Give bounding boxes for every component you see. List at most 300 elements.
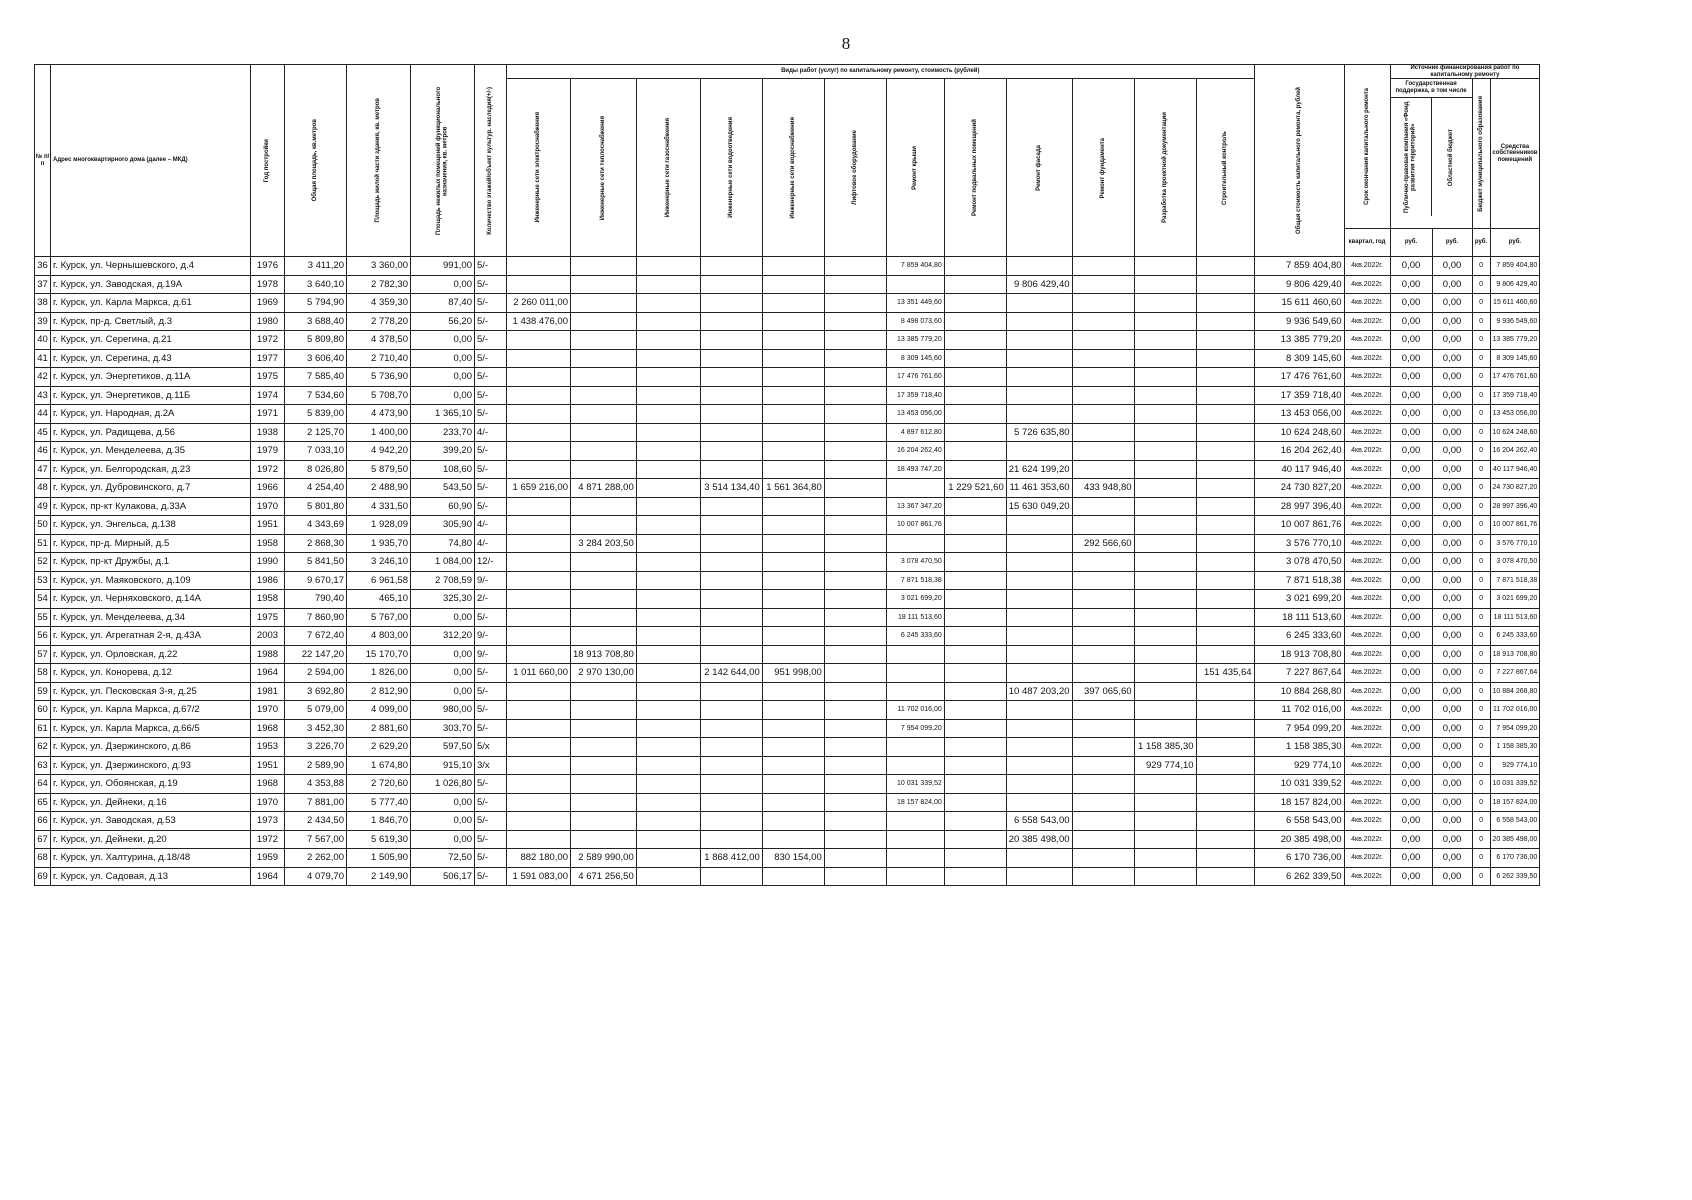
cell-fnd xyxy=(1072,849,1134,868)
table-row xyxy=(35,405,1540,424)
cell-des xyxy=(1134,627,1196,646)
cell-sum: 28 997 396,40 xyxy=(1254,497,1344,516)
cell-gas xyxy=(636,719,700,738)
cell-total: 7 860,90 xyxy=(285,608,347,627)
cell-total: 3 452,30 xyxy=(285,719,347,738)
cell-nonres: 506,17 xyxy=(411,867,475,886)
cell-heat xyxy=(571,497,637,516)
cell-total: 790,40 xyxy=(285,590,347,609)
cell-roof: 4 897 612,80 xyxy=(886,423,944,442)
cell-nonres: 325,30 xyxy=(411,590,475,609)
cell-base xyxy=(944,830,1006,849)
cell-roof: 7 859 404,80 xyxy=(886,257,944,276)
cell-wat xyxy=(762,682,824,701)
cell-sum: 9 806 429,40 xyxy=(1254,275,1344,294)
cell-year: 1972 xyxy=(251,460,285,479)
cell-base xyxy=(944,627,1006,646)
cell-ctl xyxy=(1196,571,1254,590)
cell-fnd xyxy=(1072,423,1134,442)
cell-base xyxy=(944,775,1006,794)
cell-fac: 6 558 543,00 xyxy=(1006,812,1072,831)
cell-sew xyxy=(700,608,762,627)
cell-lift xyxy=(824,571,886,590)
cell-year: 1975 xyxy=(251,368,285,387)
cell-fac: 10 487 203,20 xyxy=(1006,682,1072,701)
cell-mun: 0 xyxy=(1472,553,1490,572)
cell-fund: 0,00 xyxy=(1390,534,1432,553)
cell-term: 4кв.2022г. xyxy=(1344,719,1390,738)
cell-reg: 0,00 xyxy=(1432,608,1472,627)
cell-wat xyxy=(762,275,824,294)
cell-fac: 5 726 635,80 xyxy=(1006,423,1072,442)
cell-addr: г. Курск, ул. Дейнеки, д.20 xyxy=(51,830,251,849)
cell-nonres: 1 084,00 xyxy=(411,553,475,572)
cell-fnd xyxy=(1072,553,1134,572)
cell-fac xyxy=(1006,793,1072,812)
col-fund-label: Публично-правовая компания «Фонд развития территорий» xyxy=(1403,101,1417,214)
cell-fac: 11 461 353,60 xyxy=(1006,479,1072,498)
cell-year: 1958 xyxy=(251,534,285,553)
cell-gas xyxy=(636,460,700,479)
col-nonres-area-label: Площадь нежилых помещений функционального назначения, кв. метров xyxy=(435,86,449,235)
cell-year: 1981 xyxy=(251,682,285,701)
cell-year: 1959 xyxy=(251,849,285,868)
cell-fund: 0,00 xyxy=(1390,349,1432,368)
cell-reg: 0,00 xyxy=(1432,738,1472,757)
col-deadline-label: Срок окончания капитального ремонта xyxy=(1363,88,1370,205)
cell-mun: 0 xyxy=(1472,590,1490,609)
table-row xyxy=(35,516,1540,535)
cell-mun: 0 xyxy=(1472,405,1490,424)
cell-living: 1 400,00 xyxy=(347,423,411,442)
cell-sum: 7 859 404,80 xyxy=(1254,257,1344,276)
cell-ctl: 151 435,64 xyxy=(1196,664,1254,683)
cell-heat xyxy=(571,442,637,461)
cell-total: 7 672,40 xyxy=(285,627,347,646)
cell-fac: 15 630 049,20 xyxy=(1006,497,1072,516)
cell-nonres: 0,00 xyxy=(411,664,475,683)
cell-reg: 0,00 xyxy=(1432,701,1472,720)
cell-year: 1974 xyxy=(251,386,285,405)
cell-wat xyxy=(762,423,824,442)
cell-nonres: 108,60 xyxy=(411,460,475,479)
cell-lift xyxy=(824,349,886,368)
cell-year: 1973 xyxy=(251,812,285,831)
cell-floors: 5/- xyxy=(475,442,507,461)
cell-gas xyxy=(636,738,700,757)
cell-roof: 18 157 824,00 xyxy=(886,793,944,812)
cell-lift xyxy=(824,516,886,535)
col-municipal-label: Бюджет муниципального образования xyxy=(1477,95,1484,212)
cell-addr: г. Курск, ул. Менделеева, д.35 xyxy=(51,442,251,461)
cell-living: 2 149,90 xyxy=(347,867,411,886)
cell-roof: 13 453 056,00 xyxy=(886,405,944,424)
cell-sum: 18 157 824,00 xyxy=(1254,793,1344,812)
cell-fnd xyxy=(1072,775,1134,794)
cell-addr: г. Курск, пр-д. Мирный, д.5 xyxy=(51,534,251,553)
cell-lift xyxy=(824,627,886,646)
cell-lift xyxy=(824,664,886,683)
cell-addr: г. Курск, ул. Чернышевского, д.4 xyxy=(51,257,251,276)
cell-sew xyxy=(700,294,762,313)
cell-term: 4кв.2022г. xyxy=(1344,682,1390,701)
cell-nonres: 0,00 xyxy=(411,275,475,294)
cell-gas xyxy=(636,534,700,553)
cell-own: 40 117 946,40 xyxy=(1490,460,1540,479)
cell-wat xyxy=(762,386,824,405)
cell-term: 4кв.2022г. xyxy=(1344,405,1390,424)
cell-term: 4кв.2022г. xyxy=(1344,849,1390,868)
cell-wat xyxy=(762,442,824,461)
cell-lift xyxy=(824,386,886,405)
cell-reg: 0,00 xyxy=(1432,553,1472,572)
cell-gas xyxy=(636,331,700,350)
cell-own: 3 021 699,20 xyxy=(1490,590,1540,609)
cell-roof: 13 385 779,20 xyxy=(886,331,944,350)
cell-term: 4кв.2022г. xyxy=(1344,608,1390,627)
cell-total: 3 640,10 xyxy=(285,275,347,294)
cell-des xyxy=(1134,423,1196,442)
cell-ctl xyxy=(1196,590,1254,609)
table-body xyxy=(35,257,1540,886)
cell-n: 45 xyxy=(35,423,51,442)
cell-wat xyxy=(762,331,824,350)
cell-addr: г. Курск, ул. Заводская, д.19А xyxy=(51,275,251,294)
cell-addr: г. Курск, ул. Агрегатная 2-я, д.43А xyxy=(51,627,251,646)
cell-fund: 0,00 xyxy=(1390,664,1432,683)
cell-wat xyxy=(762,534,824,553)
col-deadline-unit: квартал, год xyxy=(1344,229,1390,257)
cell-floors: 5/- xyxy=(475,275,507,294)
cell-total: 7 567,00 xyxy=(285,830,347,849)
cell-wat xyxy=(762,497,824,516)
cell-reg: 0,00 xyxy=(1432,294,1472,313)
cell-roof: 7 871 518,38 xyxy=(886,571,944,590)
cell-total: 7 033,10 xyxy=(285,442,347,461)
cell-roof: 13 367 347,20 xyxy=(886,497,944,516)
cell-heat xyxy=(571,793,637,812)
cell-n: 46 xyxy=(35,442,51,461)
cell-lift xyxy=(824,793,886,812)
cell-floors: 12/- xyxy=(475,553,507,572)
cell-living: 2 881,60 xyxy=(347,719,411,738)
col-facade-label: Ремонт фасада xyxy=(1035,144,1042,191)
cell-nonres: 74,80 xyxy=(411,534,475,553)
cell-gas xyxy=(636,627,700,646)
cell-addr: г. Курск, ул. Энергетиков, д.11Б xyxy=(51,386,251,405)
cell-sew: 1 868 412,00 xyxy=(700,849,762,868)
cell-reg: 0,00 xyxy=(1432,719,1472,738)
cell-base xyxy=(944,701,1006,720)
cell-living: 2 710,40 xyxy=(347,349,411,368)
cell-roof: 3 021 699,20 xyxy=(886,590,944,609)
cell-fund: 0,00 xyxy=(1390,867,1432,886)
cell-sew xyxy=(700,738,762,757)
cell-des xyxy=(1134,664,1196,683)
cell-term: 4кв.2022г. xyxy=(1344,294,1390,313)
cell-lift xyxy=(824,830,886,849)
col-basement-label: Ремонт подвальных помещений xyxy=(971,119,978,217)
cell-heat: 4 671 256,50 xyxy=(571,867,637,886)
cell-year: 1972 xyxy=(251,830,285,849)
cell-sew xyxy=(700,775,762,794)
cell-nonres: 0,00 xyxy=(411,608,475,627)
cell-sum: 7 871 518,38 xyxy=(1254,571,1344,590)
cell-heat xyxy=(571,571,637,590)
cell-gas xyxy=(636,553,700,572)
cell-reg: 0,00 xyxy=(1432,479,1472,498)
cell-floors: 5/- xyxy=(475,830,507,849)
cell-term: 4кв.2022г. xyxy=(1344,793,1390,812)
cell-reg: 0,00 xyxy=(1432,534,1472,553)
cell-fac xyxy=(1006,627,1072,646)
cell-own: 10 624 248,60 xyxy=(1490,423,1540,442)
cell-floors: 5/х xyxy=(475,738,507,757)
table-row xyxy=(35,479,1540,498)
cell-reg: 0,00 xyxy=(1432,497,1472,516)
cell-reg: 0,00 xyxy=(1432,386,1472,405)
cell-floors: 5/- xyxy=(475,257,507,276)
cell-fnd xyxy=(1072,516,1134,535)
cell-sew xyxy=(700,534,762,553)
cell-addr: г. Курск, ул. Серегина, д.21 xyxy=(51,331,251,350)
cell-sum: 3 021 699,20 xyxy=(1254,590,1344,609)
cell-lift xyxy=(824,738,886,757)
cell-lift xyxy=(824,719,886,738)
cell-term: 4кв.2022г. xyxy=(1344,460,1390,479)
cell-nonres: 543,50 xyxy=(411,479,475,498)
cell-sew xyxy=(700,460,762,479)
cell-el xyxy=(507,738,571,757)
cell-ctl xyxy=(1196,793,1254,812)
cell-n: 41 xyxy=(35,349,51,368)
cell-sew xyxy=(700,497,762,516)
cell-fund: 0,00 xyxy=(1390,553,1432,572)
cell-nonres: 0,00 xyxy=(411,349,475,368)
table-row xyxy=(35,497,1540,516)
cell-mun: 0 xyxy=(1472,275,1490,294)
cell-gas xyxy=(636,608,700,627)
cell-lift xyxy=(824,479,886,498)
cell-ctl xyxy=(1196,442,1254,461)
col-municipal-unit: руб. xyxy=(1472,229,1490,257)
cell-el: 1 011 660,00 xyxy=(507,664,571,683)
cell-addr: г. Курск, пр-кт Дружбы, д.1 xyxy=(51,553,251,572)
cell-living: 1 928,09 xyxy=(347,516,411,535)
cell-fnd xyxy=(1072,812,1134,831)
cell-heat xyxy=(571,516,637,535)
cell-gas xyxy=(636,775,700,794)
cell-heat xyxy=(571,756,637,775)
cell-sum: 7 227 867,64 xyxy=(1254,664,1344,683)
cell-fnd xyxy=(1072,386,1134,405)
cell-gas xyxy=(636,479,700,498)
cell-sum: 7 954 099,20 xyxy=(1254,719,1344,738)
cell-reg: 0,00 xyxy=(1432,664,1472,683)
cell-sew: 3 514 134,40 xyxy=(700,479,762,498)
cell-heat xyxy=(571,460,637,479)
cell-reg: 0,00 xyxy=(1432,627,1472,646)
cell-sum: 16 204 262,40 xyxy=(1254,442,1344,461)
col-heating xyxy=(571,79,637,257)
cell-fund: 0,00 xyxy=(1390,793,1432,812)
cell-roof: 6 245 333,60 xyxy=(886,627,944,646)
cell-mun: 0 xyxy=(1472,423,1490,442)
cell-term: 4кв.2022г. xyxy=(1344,756,1390,775)
cell-des xyxy=(1134,867,1196,886)
cell-total: 5 839,00 xyxy=(285,405,347,424)
col-owners-unit: руб. xyxy=(1490,229,1540,257)
cell-year: 1990 xyxy=(251,553,285,572)
cell-heat xyxy=(571,423,637,442)
cell-wat xyxy=(762,349,824,368)
cell-living: 1 846,70 xyxy=(347,812,411,831)
table-row xyxy=(35,812,1540,831)
col-deadline xyxy=(1344,65,1390,229)
cell-year: 1951 xyxy=(251,516,285,535)
table-row xyxy=(35,608,1540,627)
cell-reg: 0,00 xyxy=(1432,812,1472,831)
cell-reg: 0,00 xyxy=(1432,349,1472,368)
state-support-subheaders xyxy=(1391,97,1472,216)
cell-fac xyxy=(1006,645,1072,664)
cell-sum: 3 078 470,50 xyxy=(1254,553,1344,572)
cell-ctl xyxy=(1196,386,1254,405)
cell-own: 24 730 827,20 xyxy=(1490,479,1540,498)
cell-total: 5 809,80 xyxy=(285,331,347,350)
cell-fund: 0,00 xyxy=(1390,405,1432,424)
cell-roof xyxy=(886,479,944,498)
cell-sum: 17 476 761,60 xyxy=(1254,368,1344,387)
cell-el xyxy=(507,423,571,442)
cell-heat: 18 913 708,80 xyxy=(571,645,637,664)
cell-reg: 0,00 xyxy=(1432,516,1472,535)
cell-term: 4кв.2022г. xyxy=(1344,590,1390,609)
cell-own: 929 774,10 xyxy=(1490,756,1540,775)
cell-own: 7 871 518,38 xyxy=(1490,571,1540,590)
cell-own: 13 385 779,20 xyxy=(1490,331,1540,350)
cell-lift xyxy=(824,682,886,701)
cell-sum: 18 111 513,60 xyxy=(1254,608,1344,627)
cell-heat xyxy=(571,275,637,294)
cell-fund: 0,00 xyxy=(1390,849,1432,868)
cell-base xyxy=(944,738,1006,757)
cell-roof xyxy=(886,682,944,701)
cell-fund: 0,00 xyxy=(1390,275,1432,294)
cell-term: 4кв.2022г. xyxy=(1344,442,1390,461)
cell-fnd: 292 566,60 xyxy=(1072,534,1134,553)
cell-fnd xyxy=(1072,627,1134,646)
cell-sew xyxy=(700,812,762,831)
cell-total: 5 841,50 xyxy=(285,553,347,572)
cell-nonres: 305,90 xyxy=(411,516,475,535)
cell-year: 1970 xyxy=(251,793,285,812)
cell-nonres: 0,00 xyxy=(411,830,475,849)
cell-floors: 5/- xyxy=(475,479,507,498)
cell-wat xyxy=(762,719,824,738)
col-foundation xyxy=(1072,79,1134,257)
cell-fnd xyxy=(1072,590,1134,609)
cell-term: 4кв.2022г. xyxy=(1344,571,1390,590)
cell-living: 5 736,90 xyxy=(347,368,411,387)
cell-roof xyxy=(886,756,944,775)
cell-living: 2 782,30 xyxy=(347,275,411,294)
cell-heat: 3 284 203,50 xyxy=(571,534,637,553)
cell-gas xyxy=(636,830,700,849)
cell-term: 4кв.2022г. xyxy=(1344,867,1390,886)
col-municipal xyxy=(1472,79,1490,229)
cell-floors: 4/- xyxy=(475,423,507,442)
cell-total: 9 670,17 xyxy=(285,571,347,590)
table-row xyxy=(35,331,1540,350)
cell-wat xyxy=(762,294,824,313)
cell-wat xyxy=(762,756,824,775)
cell-lift xyxy=(824,312,886,331)
cell-year: 1958 xyxy=(251,590,285,609)
cell-base xyxy=(944,516,1006,535)
cell-floors: 9/- xyxy=(475,645,507,664)
cell-nonres: 0,00 xyxy=(411,331,475,350)
cell-fnd xyxy=(1072,608,1134,627)
cell-living: 4 378,50 xyxy=(347,331,411,350)
cell-heat xyxy=(571,331,637,350)
cell-fac xyxy=(1006,719,1072,738)
table-row xyxy=(35,534,1540,553)
cell-term: 4кв.2022г. xyxy=(1344,479,1390,498)
table-row xyxy=(35,645,1540,664)
cell-n: 68 xyxy=(35,849,51,868)
cell-sew xyxy=(700,571,762,590)
cell-total: 3 688,40 xyxy=(285,312,347,331)
cell-fac: 9 806 429,40 xyxy=(1006,275,1072,294)
cell-fnd xyxy=(1072,830,1134,849)
cell-own: 3 576 770,10 xyxy=(1490,534,1540,553)
cell-n: 59 xyxy=(35,682,51,701)
cell-own: 8 309 145,60 xyxy=(1490,349,1540,368)
cell-own: 9 806 429,40 xyxy=(1490,275,1540,294)
cell-reg: 0,00 xyxy=(1432,460,1472,479)
cell-lift xyxy=(824,294,886,313)
cell-des xyxy=(1134,553,1196,572)
table-row xyxy=(35,738,1540,757)
cell-living: 4 099,00 xyxy=(347,701,411,720)
cell-wat xyxy=(762,405,824,424)
cell-el xyxy=(507,645,571,664)
cell-sum: 10 624 248,60 xyxy=(1254,423,1344,442)
cell-gas xyxy=(636,497,700,516)
cell-lift xyxy=(824,368,886,387)
table-row xyxy=(35,849,1540,868)
cell-term: 4кв.2022г. xyxy=(1344,257,1390,276)
cell-sew xyxy=(700,682,762,701)
cell-lift xyxy=(824,867,886,886)
cell-base xyxy=(944,608,1006,627)
cell-gas xyxy=(636,590,700,609)
cell-n: 38 xyxy=(35,294,51,313)
cell-n: 51 xyxy=(35,534,51,553)
cell-des xyxy=(1134,812,1196,831)
col-water-label: Инженерные сети водоснабжения xyxy=(789,116,796,219)
cell-gas xyxy=(636,867,700,886)
cell-el: 2 260 011,00 xyxy=(507,294,571,313)
cell-addr: г. Курск, ул. Заводская, д.53 xyxy=(51,812,251,831)
cell-floors: 5/- xyxy=(475,368,507,387)
cell-sum: 10 007 861,76 xyxy=(1254,516,1344,535)
cell-fac xyxy=(1006,331,1072,350)
cell-roof xyxy=(886,664,944,683)
cell-addr: г. Курск, ул. Белгородская, д.23 xyxy=(51,460,251,479)
cell-nonres: 0,00 xyxy=(411,812,475,831)
